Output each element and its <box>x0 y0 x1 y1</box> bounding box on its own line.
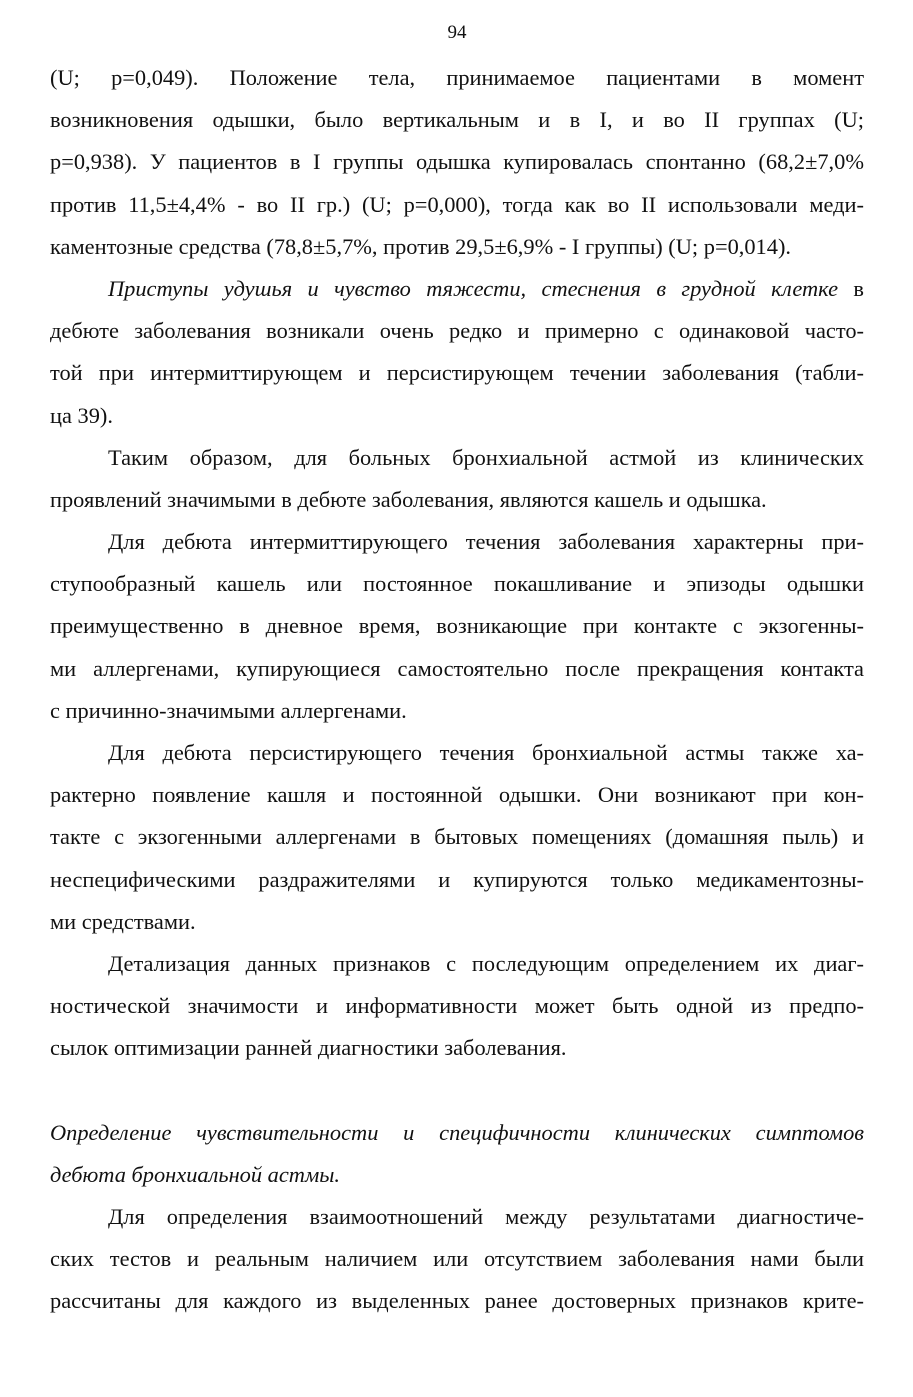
paragraph-1 <box>50 57 864 268</box>
text-line: Для определения взаимоотношений между результатами диагностиче- <box>108 1203 864 1229</box>
text-line: p=0,938). У пациентов в I группы одышка купировалась спонтанно (68,2±7,0% <box>50 149 864 175</box>
text-line: преимущественно в дневное время, возникающие при контакте с экзогенны- <box>50 613 864 639</box>
document-body <box>50 57 864 1322</box>
paragraph-2 <box>50 268 864 437</box>
text-line: каментозные средства (78,8±5,7%, против 29,5±6,9% - I группы) (U; p=0,014). <box>50 233 791 259</box>
text-line: Детализация данных признаков с последующим определением их диаг- <box>108 950 864 976</box>
text-line: ми средствами. <box>50 908 196 934</box>
text-line: дебюте заболевания возникали очень редко и примерно с одинаковой часто- <box>50 318 864 344</box>
text-line: против 11,5±4,4% - во II гр.) (U; p=0,000), тогда как во II использовали меди- <box>50 191 864 217</box>
heading-line: Определение чувствительности и специфичности клинических симптомов <box>50 1119 864 1145</box>
text-line: с причинно-значимыми аллергенами. <box>50 697 407 723</box>
text-line: Для дебюта персистирующего течения бронхиальной астмы также ха- <box>108 740 864 765</box>
text-line: ми аллергенами, купирующиеся самостоятельно после прекращения контакта <box>50 655 864 681</box>
text-line: рактерно появление кашля и постоянной одышки. Они возникают при кон- <box>50 782 864 808</box>
text-line: (U; p=0,049). Положение тела, принимаемое пациентами в момент <box>50 65 864 90</box>
text-line: ступообразный кашель или постоянное покашливание и эпизоды одышки <box>50 571 864 597</box>
page-number: 94 <box>447 22 467 43</box>
text-line: возникновения одышки, было вертикальным и в I, и во II группах (U; <box>50 107 864 133</box>
text-line: проявлений значимыми в дебюте заболевания, являются кашель и одышка. <box>50 486 767 512</box>
text-line: такте с экзогенными аллергенами в бытовых помещениях (домашняя пыль) и <box>50 824 864 850</box>
paragraph-final <box>50 1196 864 1323</box>
text-line: рассчитаны для каждого из выделенных ранее достоверных признаков крите- <box>50 1288 864 1314</box>
text-line: неспецифическими раздражителями и купируются только медикаментозны- <box>50 866 864 892</box>
text-line: ских тестов и реальным наличием или отсутствием заболевания нами были <box>50 1246 864 1272</box>
paragraph-6 <box>50 943 864 1070</box>
text-line <box>50 268 864 310</box>
paragraph-4 <box>50 521 864 732</box>
heading-line: дебюта бронхиальной астмы. <box>50 1161 341 1187</box>
text-line: ностической значимости и информативности может быть одной из предпо- <box>50 993 864 1019</box>
paragraph-5 <box>50 732 864 943</box>
text-line: Таким образом, для больных бронхиальной астмой из клинических <box>108 444 864 470</box>
paragraph-3 <box>50 437 864 521</box>
section-heading <box>50 1112 864 1196</box>
spacer <box>50 1070 864 1112</box>
lead-rest: в <box>838 275 864 301</box>
text-line: той при интермиттирующем и персистирующем течении заболевания (табли- <box>50 360 864 386</box>
text-line: ца 39). <box>50 402 113 428</box>
text-line: сылок оптимизации ранней диагностики заболевания. <box>50 1035 567 1061</box>
text-line: Для дебюта интермиттирующего течения заболевания характерны при- <box>108 529 864 555</box>
italic-lead: Приступы удушья и чувство тяжести, стеснения в грудной клетке <box>108 275 839 301</box>
